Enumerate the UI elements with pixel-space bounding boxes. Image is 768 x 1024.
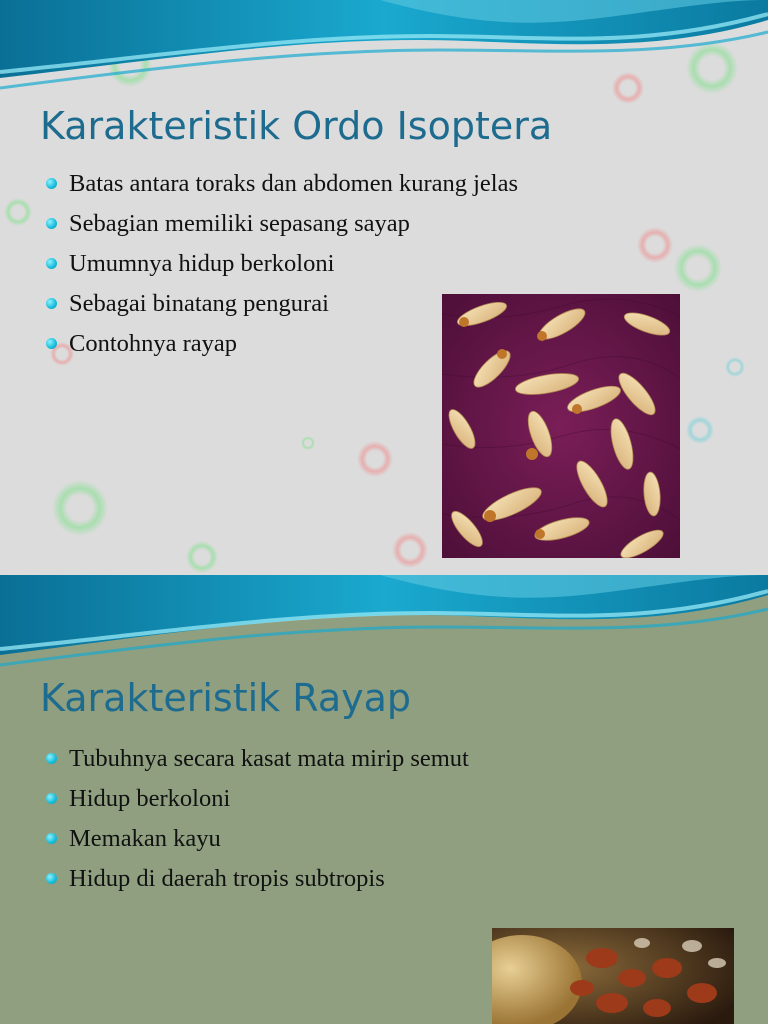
bullet-text: Hidup di daerah tropis subtropis [69,865,385,892]
bullet-text: Tubuhnya secara kasat mata mirip semut [69,745,469,772]
cyan-dot-bullet-icon [46,833,57,844]
cyan-dot-bullet-icon [46,258,57,269]
slide-karakteristik-rayap [0,575,768,1024]
bullet-item [46,205,518,245]
cyan-dot-bullet-icon [46,338,57,349]
cyan-dot-bullet-icon [46,178,57,189]
bullet-item [46,740,469,780]
cyan-dot-bullet-icon [46,793,57,804]
bullet-text: Sebagian memiliki sepasang sayap [69,210,410,237]
cyan-dot-bullet-icon [46,873,57,884]
cyan-dot-bullet-icon [46,753,57,764]
bullet-item [46,165,518,205]
slide-title: Karakteristik Rayap [40,676,412,720]
bullet-text: Umumnya hidup berkoloni [69,250,335,277]
bullet-item [46,780,469,820]
termite-closeup-photo [492,928,734,1024]
bullet-item [46,860,469,900]
bullet-text: Contohnya rayap [69,330,238,357]
bullet-text: Batas antara toraks dan abdomen kurang jelas [69,170,519,197]
bullet-text: Hidup berkoloni [69,785,231,812]
slide-title: Karakteristik Ordo Isoptera [40,104,553,148]
bullet-item [46,245,518,285]
bullet-text: Sebagai binatang pengurai [69,290,329,317]
cyan-dot-bullet-icon [46,218,57,229]
termite-colony-photo [442,294,680,558]
bullet-text: Memakan kayu [69,825,221,852]
cyan-dot-bullet-icon [46,298,57,309]
bullet-list [46,740,469,900]
bullet-item [46,820,469,860]
